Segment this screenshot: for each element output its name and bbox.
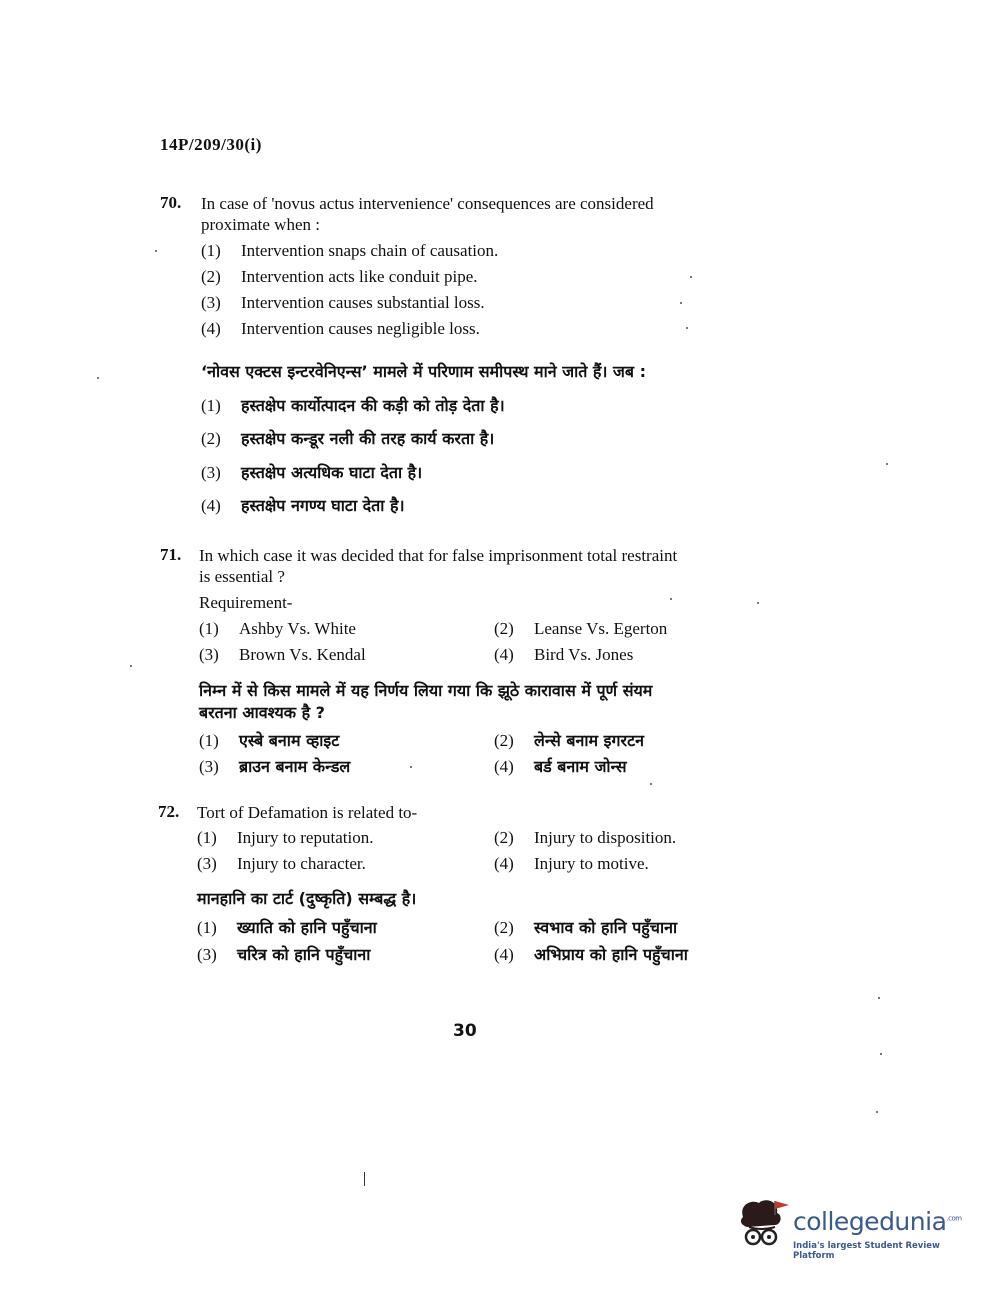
option-en: (1) Ashby Vs. White [199, 619, 356, 638]
question-text-en-line1: In which case it was decided that for false imprisonment total restraint [199, 546, 678, 565]
option-en: (3) Injury to character. [197, 854, 366, 873]
option-en: (2) Leanse Vs. Egerton [494, 619, 668, 638]
scan-speck [886, 463, 888, 465]
question-text-hi-line1: निम्न में से किस मामले में यह निर्णय लिया गया कि झूठे कारावास में पूर्ण संयम [199, 681, 653, 700]
scan-speck [878, 997, 880, 999]
option-en: (2) Injury to disposition. [494, 828, 677, 847]
scan-speck [130, 665, 132, 667]
scan-speck [690, 276, 692, 278]
option-hi: (1) एस्बे बनाम व्हाइट [199, 731, 340, 750]
option-hi: (2) लेन्से बनाम इगरटन [494, 731, 645, 750]
option-hi: (3) चरित्र को हानि पहुँचाना [197, 945, 371, 964]
option-en: (4) Injury to motive. [494, 854, 649, 873]
option-en: (3) Brown Vs. Kendal [199, 645, 366, 664]
option-en: (3) Intervention causes substantial loss. [201, 293, 485, 312]
mascot-icon [735, 1195, 791, 1255]
question-number: 71. [160, 545, 182, 564]
logo-tagline: India's largest Student Review Platform [793, 1241, 940, 1261]
scan-speck [876, 1111, 878, 1113]
option-hi: (3) हस्तक्षेप अत्यधिक घाटा देता है। [201, 463, 423, 482]
scan-speck [97, 377, 99, 379]
option-hi: (2) हस्तक्षेप कन्डूर नली की तरह कार्य करता है। [201, 429, 495, 448]
scan-mark [364, 1172, 365, 1186]
option-hi: (1) हस्तक्षेप कार्योत्पादन की कड़ी को तोड़ देता है। [201, 396, 505, 415]
option-hi: (4) बर्ड बनाम जोन्स [494, 757, 627, 776]
scan-speck [880, 1053, 882, 1055]
question-number: 72. [158, 802, 180, 821]
option-hi: (3) ब्राउन बनाम केन्डल [199, 757, 351, 776]
question-text-hi: ‘नोवस एक्टस इन्टरवेनिएन्स’ मामले में परिणाम समीपस्थ माने जाते हैं। जब : [201, 362, 647, 381]
paper-code: 14P/209/30(i) [160, 135, 262, 154]
question-text-en: Tort of Defamation is related to- [197, 803, 418, 822]
question-text-hi: मानहानि का टार्ट (दुष्कृति) सम्बद्ध है। [197, 889, 417, 908]
option-en: (1) Injury to reputation. [197, 828, 374, 847]
option-hi: (4) अभिप्राय को हानि पहुँचाना [494, 945, 688, 964]
scan-speck [680, 302, 682, 304]
option-hi: (2) स्वभाव को हानि पहुँचाना [494, 918, 678, 937]
scan-speck [757, 602, 759, 604]
collegedunia-logo [735, 1195, 963, 1260]
question-text-en-line3: Requirement- [199, 593, 293, 612]
option-hi: (1) ख्याति को हानि पहुँचाना [197, 918, 377, 937]
question-text-en-line2: proximate when : [201, 215, 320, 234]
logo-brand: collegedunia$^{.com}$ [793, 1207, 962, 1236]
scan-speck [155, 250, 157, 252]
question-text-en-line1: In case of 'novus actus intervenience' consequences are considered [201, 194, 654, 213]
scan-speck [670, 598, 672, 600]
question-number: 70. [160, 193, 182, 212]
question-text-hi-line2: बरतना आवश्यक है ? [199, 703, 325, 722]
question-text-en-line2: is essential ? [199, 567, 285, 586]
page-number: 30 [453, 1021, 477, 1041]
option-en: (2) Intervention acts like conduit pipe. [201, 267, 478, 286]
scan-speck [650, 783, 652, 785]
scan-speck [686, 327, 688, 329]
scan-speck [410, 766, 412, 768]
option-en: (1) Intervention snaps chain of causation. [201, 241, 499, 260]
option-en: (4) Intervention causes negligible loss. [201, 319, 480, 338]
option-en: (4) Bird Vs. Jones [494, 645, 634, 664]
option-hi: (4) हस्तक्षेप नगण्य घाटा देता है। [201, 496, 405, 515]
